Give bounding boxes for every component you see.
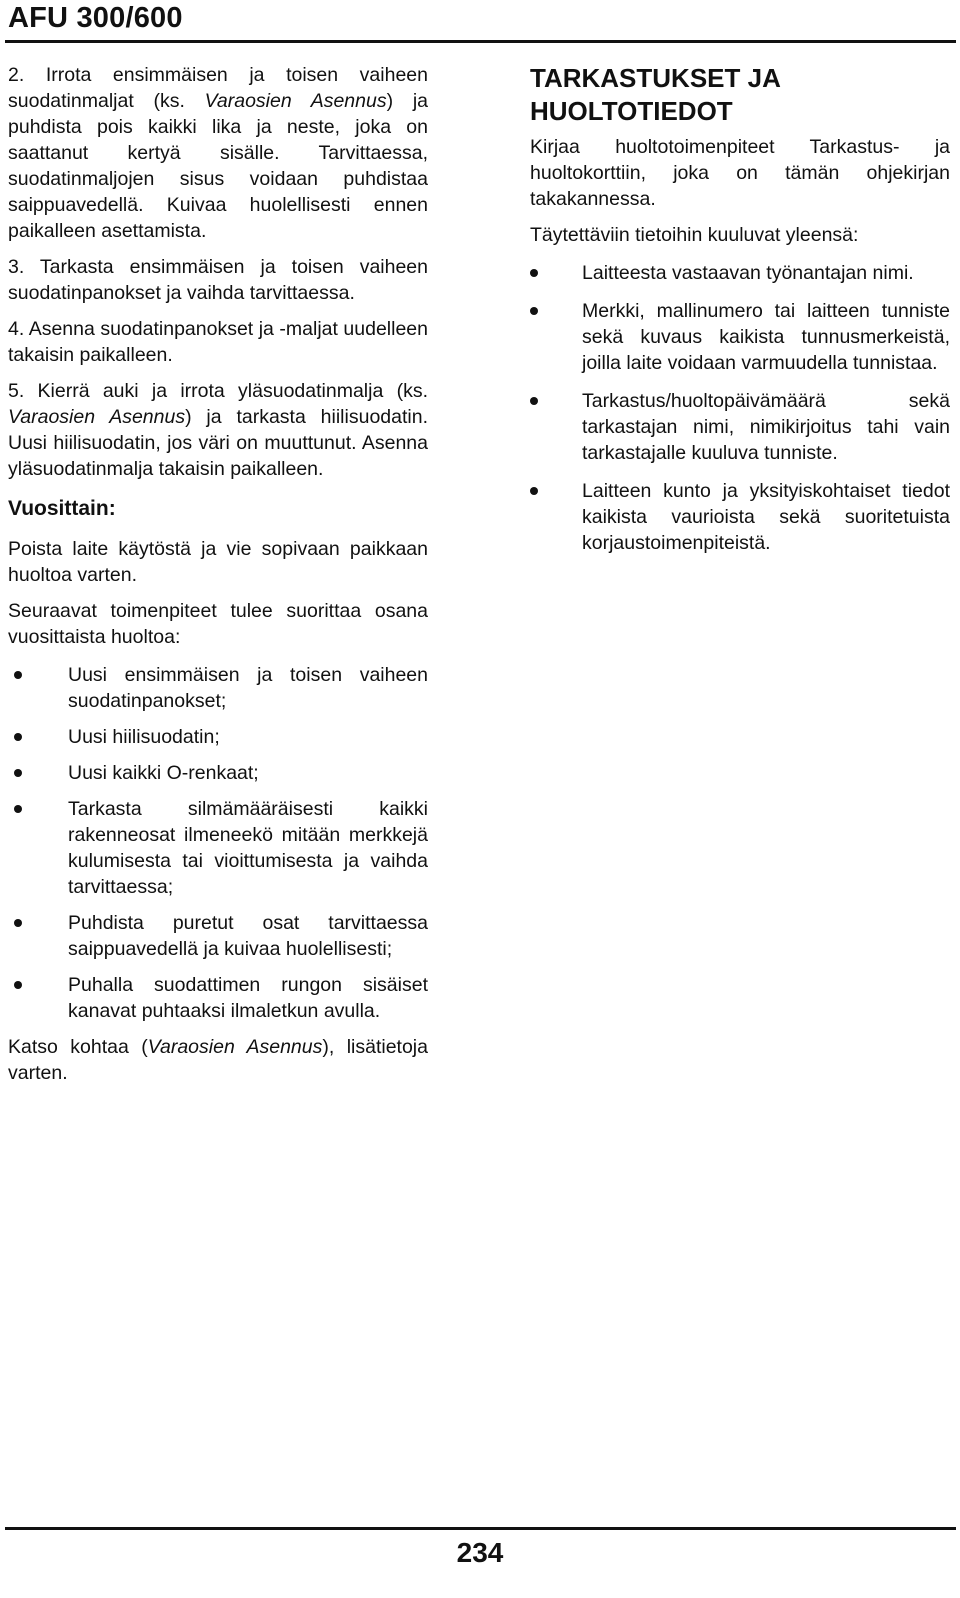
bullet-icon xyxy=(530,487,538,495)
list-item: Laitteen kunto ja yksityiskohtaiset tiedot kaikista vaurioista sekä suoritetuista korjaustoimenpiteistä. xyxy=(530,478,950,556)
record-field-list xyxy=(530,260,950,556)
inspection-heading: TARKASTUKSET JA HUOLTOTIEDOT xyxy=(530,63,780,126)
see-also-text-start: Katso kohtaa ( xyxy=(8,1036,148,1058)
right-column xyxy=(530,62,950,568)
step-5-text-start: 5. Kierrä auki ja irrota yläsuodatinmalja (ks. xyxy=(8,380,428,402)
list-item: Puhalla suodattimen rungon sisäiset kanavat puhtaaksi ilmaletkun avulla. xyxy=(8,972,428,1024)
document-title: AFU 300/600 xyxy=(8,2,183,34)
bullet-icon xyxy=(530,269,538,277)
inspection-intro-paragraph: Kirjaa huoltotoimenpiteet Tarkastus- ja huoltokorttiin, joka on tämän ohjekirjan takakannessa. xyxy=(530,136,950,210)
yearly-heading: Vuosittain: xyxy=(8,497,116,520)
bullet-icon xyxy=(14,671,22,679)
list-item: Uusi ensimmäisen ja toisen vaiheen suodatinpanokset; xyxy=(8,662,428,714)
left-column xyxy=(8,62,428,1086)
yearly-task-list xyxy=(8,662,428,1024)
step-2-text-end: ) ja puhdista pois kaikki lika ja neste, joka on saattanut kertyä sisälle. Tarvittaessa, suodatinmaljojen sisus voidaan puhdistaa saippuavedellä. Kuivaa huolellisesti ennen paikalleen asettamista. xyxy=(8,90,428,242)
step-2-reference: Varaosien Asennus xyxy=(204,90,387,112)
footer-rule xyxy=(5,1527,956,1530)
step-4-paragraph: 4. Asenna suodatinpanokset ja -maljat uudelleen takaisin paikalleen. xyxy=(8,318,428,366)
header-rule xyxy=(5,40,956,43)
see-also-text-end: ), lisätietoja varten. xyxy=(8,1036,428,1084)
list-item: Laitteesta vastaavan työnantajan nimi. xyxy=(530,260,950,286)
list-item: Tarkastus/huoltopäivämäärä sekä tarkastajan nimi, nimikirjoitus tahi vain tarkastajalle kuuluva tunniste. xyxy=(530,388,950,466)
bullet-icon xyxy=(530,397,538,405)
bullet-icon xyxy=(530,307,538,315)
see-also-paragraph xyxy=(8,1034,428,1086)
list-item: Uusi kaikki O-renkaat; xyxy=(8,760,428,786)
bullet-icon xyxy=(14,733,22,741)
step-3-paragraph: 3. Tarkasta ensimmäisen ja toisen vaiheen suodatinpanokset ja vaihda tarvittaessa. xyxy=(8,256,428,304)
step-5-paragraph xyxy=(8,378,428,482)
page-number: 234 xyxy=(456,1537,504,1568)
list-item: Uusi hiilisuodatin; xyxy=(8,724,428,750)
step-5-reference: Varaosien Asennus xyxy=(8,406,186,428)
list-item: Merkki, mallinumero tai laitteen tunniste sekä kuvaus kaikista tunnusmerkeistä, joilla laite voidaan varmuudella tunnistaa. xyxy=(530,298,950,376)
bullet-icon xyxy=(14,769,22,777)
step-2-text-start: 2. Irrota ensimmäisen ja toisen vaiheen suodatinmaljat (ks. xyxy=(8,64,428,112)
see-also-reference: Varaosien Asennus xyxy=(147,1036,323,1058)
step-2-paragraph xyxy=(8,62,428,244)
fields-intro-paragraph: Täytettäviin tietoihin kuuluvat yleensä: xyxy=(530,224,859,246)
bullet-icon xyxy=(14,981,22,989)
step-5-text-end: ) ja tarkasta hiilisuodatin. Uusi hiilisuodatin, jos väri on muuttunut. Asenna yläsuodatinmalja takaisin paikalleen. xyxy=(8,406,428,480)
bullet-icon xyxy=(14,919,22,927)
yearly-intro-paragraph: Poista laite käytöstä ja vie sopivaan paikkaan huoltoa varten. xyxy=(8,538,428,586)
bullet-icon xyxy=(14,805,22,813)
list-item: Tarkasta silmämääräisesti kaikki rakenneosat ilmeneekö mitään merkkejä kulumisesta tai vioittumisesta ja vaihda tarvittaessa; xyxy=(8,796,428,900)
tasks-intro-paragraph: Seuraavat toimenpiteet tulee suorittaa osana vuosittaista huoltoa: xyxy=(8,600,428,648)
list-item: Puhdista puretut osat tarvittaessa saippuavedellä ja kuivaa huolellisesti; xyxy=(8,910,428,962)
